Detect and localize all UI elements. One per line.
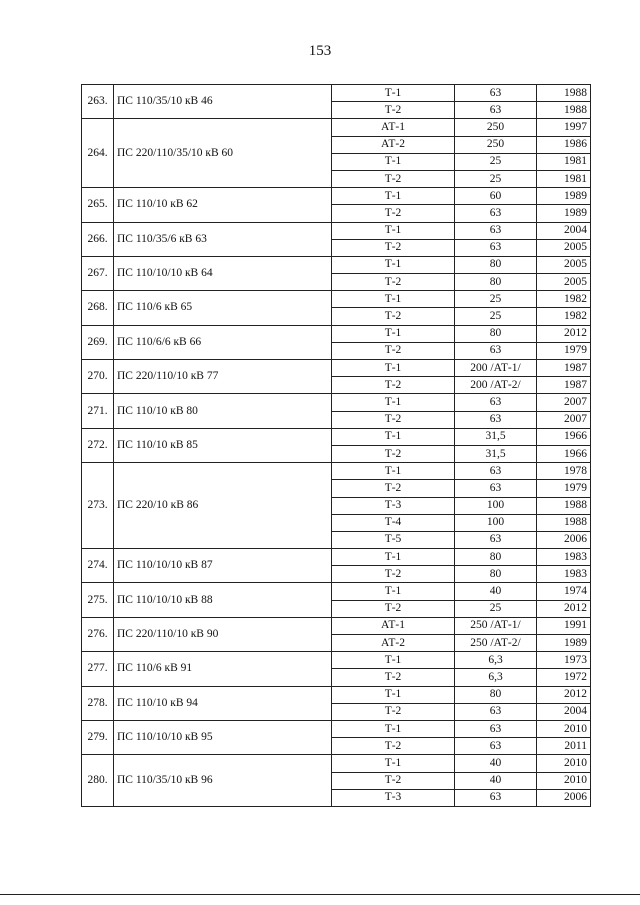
- commission-year: 1982: [537, 291, 591, 308]
- table-row: [82, 755, 591, 772]
- commission-year: 1978: [537, 463, 591, 480]
- commission-year: 2005: [537, 239, 591, 256]
- transformer-type: Т-1: [332, 686, 455, 703]
- transformer-power: 25: [455, 308, 537, 325]
- commission-year: 1991: [537, 617, 591, 634]
- substation-name: ПС 110/10 кВ 85: [114, 428, 332, 462]
- transformer-power: 31,5: [455, 445, 537, 462]
- commission-year: 1973: [537, 652, 591, 669]
- transformer-power: 6,3: [455, 669, 537, 686]
- transformer-power: 63: [455, 411, 537, 428]
- table-row: [82, 583, 591, 600]
- table-row: [82, 119, 591, 136]
- substation-name: ПС 110/10/10 кВ 95: [114, 720, 332, 754]
- table-row: [82, 463, 591, 480]
- transformer-type: Т-2: [332, 480, 455, 497]
- substation-name: ПС 110/35/6 кВ 63: [114, 222, 332, 256]
- commission-year: 1981: [537, 153, 591, 170]
- commission-year: 1966: [537, 445, 591, 462]
- transformer-type: Т-2: [332, 411, 455, 428]
- table-row: [82, 85, 591, 102]
- transformer-type: Т-1: [332, 153, 455, 170]
- transformer-power: 80: [455, 566, 537, 583]
- commission-year: 1966: [537, 428, 591, 445]
- transformer-type: Т-2: [332, 669, 455, 686]
- transformer-power: 80: [455, 325, 537, 342]
- transformer-type: Т-1: [332, 549, 455, 566]
- transformer-power: 63: [455, 239, 537, 256]
- substation-name: ПС 110/10 кВ 62: [114, 188, 332, 222]
- substation-transformer-table: [81, 84, 591, 807]
- commission-year: 1988: [537, 497, 591, 514]
- transformer-power: 80: [455, 686, 537, 703]
- transformer-type: Т-1: [332, 583, 455, 600]
- table-body: [82, 85, 591, 807]
- table-row: [82, 256, 591, 273]
- substation-number: 271.: [82, 394, 114, 428]
- table-row: [82, 720, 591, 737]
- transformer-type: АТ-2: [332, 136, 455, 153]
- commission-year: 1988: [537, 85, 591, 102]
- substation-number: 272.: [82, 428, 114, 462]
- transformer-type: Т-1: [332, 85, 455, 102]
- page-number: 153: [308, 43, 332, 59]
- substation-number: 276.: [82, 617, 114, 651]
- substation-name: ПС 110/35/10 кВ 46: [114, 85, 332, 119]
- commission-year: 1979: [537, 480, 591, 497]
- substation-name: ПС 220/10 кВ 86: [114, 463, 332, 549]
- commission-year: 1989: [537, 635, 591, 652]
- table-row: [82, 686, 591, 703]
- transformer-type: Т-1: [332, 394, 455, 411]
- commission-year: 2004: [537, 703, 591, 720]
- substation-number: 267.: [82, 256, 114, 290]
- transformer-power: 63: [455, 480, 537, 497]
- substation-number: 264.: [82, 119, 114, 188]
- substation-number: 263.: [82, 85, 114, 119]
- commission-year: 1983: [537, 566, 591, 583]
- transformer-type: Т-2: [332, 445, 455, 462]
- commission-year: 2012: [537, 686, 591, 703]
- substation-number: 268.: [82, 291, 114, 325]
- commission-year: 2006: [537, 789, 591, 806]
- substation-name: ПС 110/6 кВ 65: [114, 291, 332, 325]
- commission-year: 1974: [537, 583, 591, 600]
- commission-year: 2012: [537, 325, 591, 342]
- transformer-power: 31,5: [455, 428, 537, 445]
- table-row: [82, 549, 591, 566]
- substation-number: 277.: [82, 652, 114, 686]
- commission-year: 1997: [537, 119, 591, 136]
- substation-number: 265.: [82, 188, 114, 222]
- transformer-type: Т-1: [332, 291, 455, 308]
- transformer-power: 25: [455, 153, 537, 170]
- table-row: [82, 360, 591, 377]
- commission-year: 1986: [537, 136, 591, 153]
- commission-year: 1987: [537, 360, 591, 377]
- substation-number: 269.: [82, 325, 114, 359]
- table-row: [82, 188, 591, 205]
- transformer-power: 80: [455, 256, 537, 273]
- transformer-type: Т-1: [332, 652, 455, 669]
- transformer-power: 60: [455, 188, 537, 205]
- commission-year: 2010: [537, 755, 591, 772]
- substation-name: ПС 110/10/10 кВ 64: [114, 256, 332, 290]
- transformer-type: АТ-1: [332, 617, 455, 634]
- substation-number: 279.: [82, 720, 114, 754]
- transformer-type: Т-1: [332, 428, 455, 445]
- table-row: [82, 325, 591, 342]
- transformer-power: 63: [455, 738, 537, 755]
- substation-name: ПС 110/10 кВ 94: [114, 686, 332, 720]
- table-row: [82, 428, 591, 445]
- transformer-power: 40: [455, 772, 537, 789]
- transformer-type: Т-1: [332, 188, 455, 205]
- transformer-power: 250 /АТ-2/: [455, 635, 537, 652]
- transformer-type: Т-2: [332, 600, 455, 617]
- substation-name: ПС 110/6 кВ 91: [114, 652, 332, 686]
- transformer-type: Т-1: [332, 463, 455, 480]
- transformer-type: Т-2: [332, 102, 455, 119]
- transformer-power: 100: [455, 497, 537, 514]
- substation-name: ПС 220/110/35/10 кВ 60: [114, 119, 332, 188]
- transformer-type: Т-3: [332, 789, 455, 806]
- transformer-type: Т-2: [332, 566, 455, 583]
- substation-name: ПС 110/10/10 кВ 88: [114, 583, 332, 617]
- substation-number: 278.: [82, 686, 114, 720]
- commission-year: 1972: [537, 669, 591, 686]
- commission-year: 2006: [537, 531, 591, 548]
- transformer-power: 63: [455, 85, 537, 102]
- transformer-type: Т-1: [332, 360, 455, 377]
- substation-name: ПС 110/10 кВ 80: [114, 394, 332, 428]
- transformer-type: Т-2: [332, 205, 455, 222]
- transformer-power: 6,3: [455, 652, 537, 669]
- commission-year: 2010: [537, 772, 591, 789]
- footer-rule: [0, 894, 640, 895]
- transformer-power: 80: [455, 274, 537, 291]
- substation-name: ПС 110/10/10 кВ 87: [114, 549, 332, 583]
- transformer-power: 25: [455, 170, 537, 187]
- transformer-power: 63: [455, 394, 537, 411]
- transformer-type: Т-1: [332, 222, 455, 239]
- substation-number: 274.: [82, 549, 114, 583]
- transformer-power: 40: [455, 755, 537, 772]
- transformer-type: Т-5: [332, 531, 455, 548]
- transformer-type: Т-2: [332, 703, 455, 720]
- transformer-type: Т-2: [332, 274, 455, 291]
- transformer-type: Т-1: [332, 720, 455, 737]
- transformer-type: Т-1: [332, 256, 455, 273]
- table-row: [82, 394, 591, 411]
- commission-year: 1982: [537, 308, 591, 325]
- commission-year: 1988: [537, 102, 591, 119]
- substation-number: 280.: [82, 755, 114, 807]
- commission-year: 2011: [537, 738, 591, 755]
- transformer-power: 63: [455, 463, 537, 480]
- transformer-power: 250: [455, 119, 537, 136]
- transformer-type: Т-2: [332, 170, 455, 187]
- transformer-type: Т-2: [332, 308, 455, 325]
- transformer-type: Т-2: [332, 377, 455, 394]
- transformer-power: 250: [455, 136, 537, 153]
- commission-year: 1989: [537, 205, 591, 222]
- transformer-type: АТ-2: [332, 635, 455, 652]
- transformer-power: 63: [455, 720, 537, 737]
- table-row: [82, 291, 591, 308]
- table-row: [82, 617, 591, 634]
- table-row: [82, 222, 591, 239]
- transformer-power: 63: [455, 205, 537, 222]
- table-row: [82, 652, 591, 669]
- transformer-power: 200 /АТ-1/: [455, 360, 537, 377]
- transformer-power: 63: [455, 531, 537, 548]
- commission-year: 2010: [537, 720, 591, 737]
- transformer-type: Т-2: [332, 342, 455, 359]
- substation-name: ПС 110/6/6 кВ 66: [114, 325, 332, 359]
- commission-year: 1981: [537, 170, 591, 187]
- commission-year: 2005: [537, 256, 591, 273]
- commission-year: 2005: [537, 274, 591, 291]
- commission-year: 2007: [537, 411, 591, 428]
- commission-year: 1983: [537, 549, 591, 566]
- commission-year: 2007: [537, 394, 591, 411]
- commission-year: 1989: [537, 188, 591, 205]
- transformer-power: 63: [455, 789, 537, 806]
- transformer-power: 25: [455, 291, 537, 308]
- transformer-power: 40: [455, 583, 537, 600]
- transformer-type: Т-1: [332, 325, 455, 342]
- substation-number: 270.: [82, 360, 114, 394]
- transformer-power: 250 /АТ-1/: [455, 617, 537, 634]
- substation-number: 273.: [82, 463, 114, 549]
- transformer-power: 63: [455, 102, 537, 119]
- commission-year: 2012: [537, 600, 591, 617]
- transformer-power: 100: [455, 514, 537, 531]
- substation-name: ПС 110/35/10 кВ 96: [114, 755, 332, 807]
- transformer-type: Т-4: [332, 514, 455, 531]
- transformer-power: 63: [455, 222, 537, 239]
- transformer-type: Т-2: [332, 738, 455, 755]
- substation-name: ПС 220/110/10 кВ 90: [114, 617, 332, 651]
- commission-year: 2004: [537, 222, 591, 239]
- commission-year: 1979: [537, 342, 591, 359]
- commission-year: 1987: [537, 377, 591, 394]
- transformer-power: 200 /АТ-2/: [455, 377, 537, 394]
- transformer-type: Т-3: [332, 497, 455, 514]
- transformer-power: 63: [455, 703, 537, 720]
- transformer-power: 25: [455, 600, 537, 617]
- transformer-type: Т-2: [332, 239, 455, 256]
- transformer-type: Т-2: [332, 772, 455, 789]
- substation-number: 275.: [82, 583, 114, 617]
- transformer-power: 80: [455, 549, 537, 566]
- commission-year: 1988: [537, 514, 591, 531]
- substation-number: 266.: [82, 222, 114, 256]
- transformer-power: 63: [455, 342, 537, 359]
- transformer-type: АТ-1: [332, 119, 455, 136]
- substation-name: ПС 220/110/10 кВ 77: [114, 360, 332, 394]
- transformer-type: Т-1: [332, 755, 455, 772]
